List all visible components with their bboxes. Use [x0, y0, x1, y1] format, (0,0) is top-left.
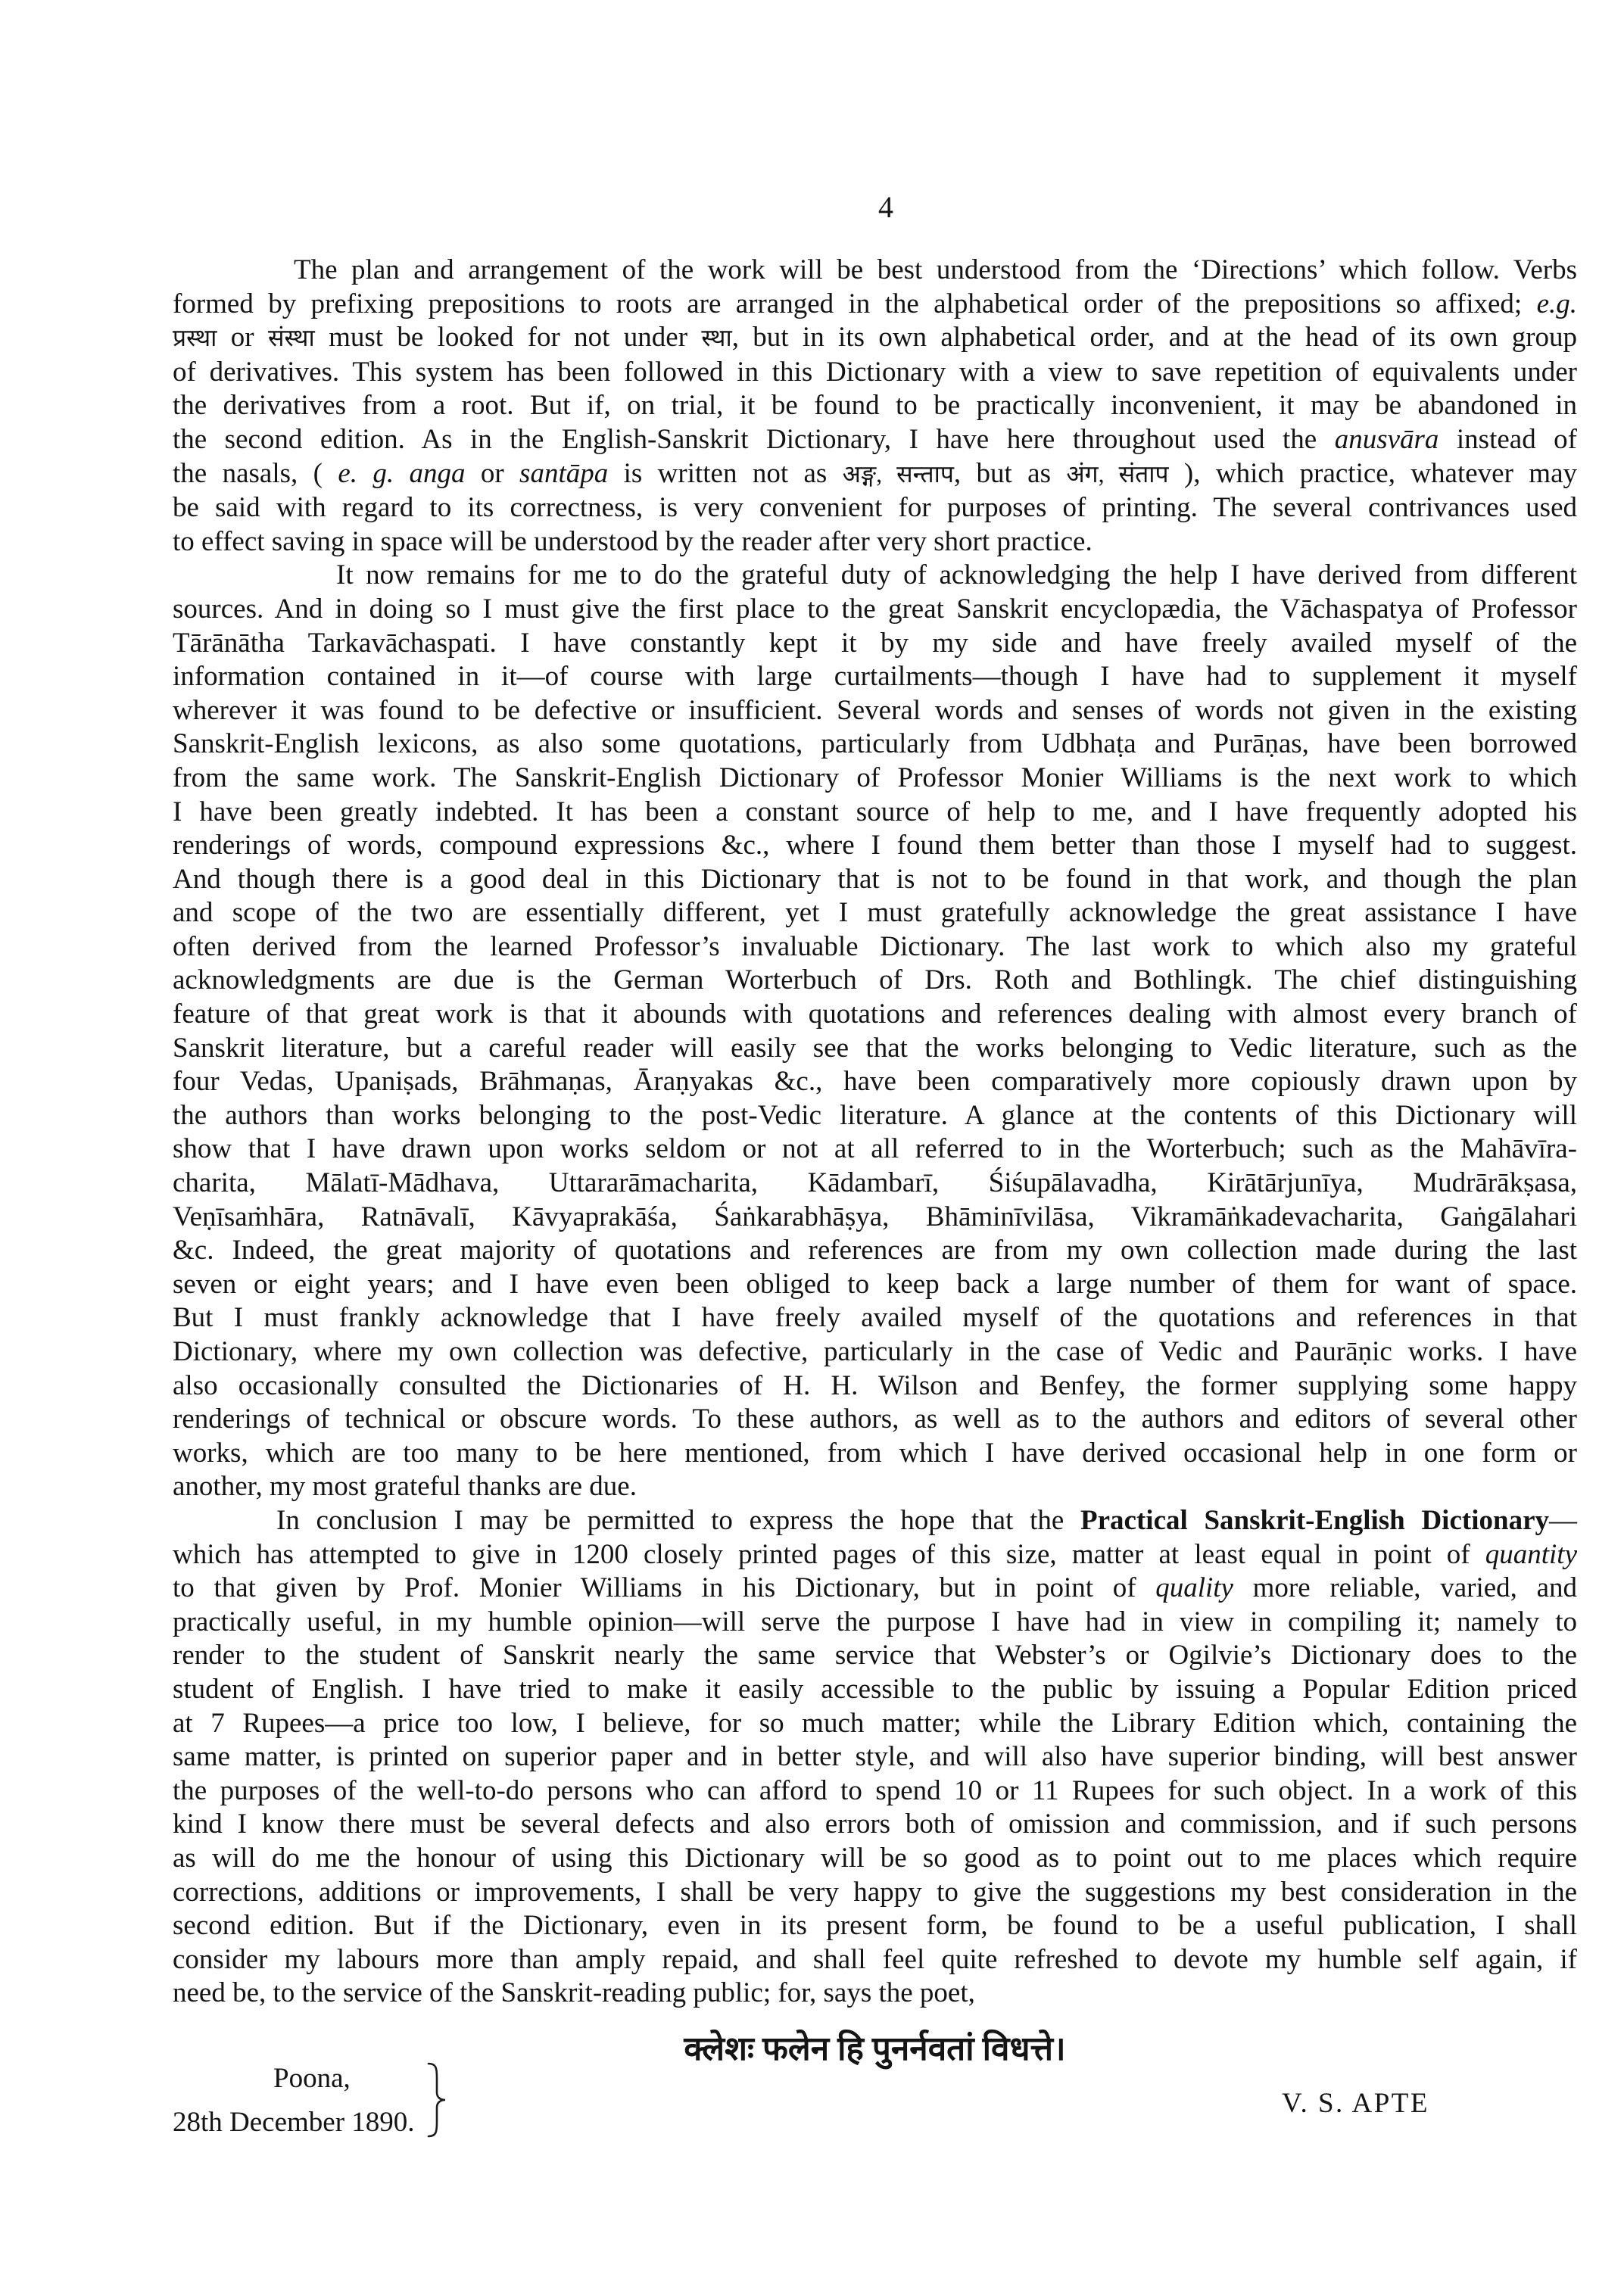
text-line	[173, 321, 1577, 356]
text-line: Tārānātha Tarkavāchaspati. I have constantly kept it by my side and have freely availed myself of the	[173, 627, 1577, 659]
text-line: to effect saving in space will be understood by the reader after very short practice.	[173, 525, 1093, 557]
text-line: second edition. But if the Dictionary, even in its present form, be found to be a useful publication, I shall	[173, 1910, 1577, 1942]
text-run: —	[1549, 1504, 1577, 1536]
text-line: information contained in it—of course with large curtailments—though I have had to supplement it myself	[173, 661, 1577, 693]
text-run: the nasals, (	[173, 457, 338, 489]
text-line	[173, 1504, 1577, 1538]
devanagari-word: प्रस्था	[173, 325, 217, 352]
text-line: kind I know there must be several defects and also errors both of omission and commission, and if such persons	[173, 1809, 1577, 1840]
text-run: or	[465, 457, 520, 489]
bold-title: Practical Sanskrit-English Dictionary	[1080, 1504, 1549, 1536]
text-line: It now remains for me to do the grateful duty of acknowledging the help I have derived from different	[336, 559, 1577, 591]
text-line: I have been greatly indebted. It has been a constant source of help to me, and I have frequently adopted his	[173, 796, 1577, 827]
paragraph-3	[173, 1504, 1577, 2011]
paragraph-1	[173, 254, 1577, 559]
devanagari-word: अङ्ग, सन्ताप	[842, 460, 954, 488]
text-line: Veṇīsaṁhāra, Ratnāvalī, Kāvyaprakāśa, Śaṅkarabhāṣya, Bhāminīvilāsa, Vikramāṅkadevacharita, Gaṅgālahari	[173, 1201, 1577, 1232]
closing-verse: क्लेशः फलेन हि पुनर्नवतां विधत्ते।	[684, 2030, 1066, 2067]
text-line: at 7 Rupees—a price too low, I believe, for so much matter; while the Library Edition which, containing the	[173, 1707, 1577, 1739]
body-text	[173, 254, 1577, 2011]
text-line: practically useful, in my humble opinion—will serve the purpose I have had in view in compiling it; namely to	[173, 1606, 1577, 1637]
text-line: Dictionary, where my own collection was defective, particularly in the case of Vedic and Paurāṇic works. I have	[173, 1336, 1577, 1367]
text-run: to that given by Prof. Monier Williams in his Dictionary, but in point of	[173, 1572, 1156, 1604]
text-line: render to the student of Sanskrit nearly the same service that Webster’s or Ogilvie’s Dictionary does to the	[173, 1640, 1577, 1671]
curly-brace	[427, 2062, 447, 2138]
text-line: The plan and arrangement of the work will be best understood from the ‘Directions’ which follow. Verbs	[294, 254, 1577, 285]
text-line: often derived from the learned Professor’s invaluable Dictionary. The last work to which also my grateful	[173, 930, 1577, 962]
text-run: , but in its own alphabetical order, and at the head of its own group	[731, 322, 1578, 354]
text-line: renderings of words, compound expressions &c., where I found them better than those I myself had to suggest.	[173, 830, 1577, 861]
signoff-place: Poona,	[273, 2063, 351, 2094]
text-line: show that I have drawn upon works seldom or not at all referred to in the Worterbuch; such as the Mahāvīra-	[173, 1133, 1577, 1165]
text-line	[173, 423, 1577, 457]
text-run: In conclusion I may be permitted to express the hope that the	[276, 1504, 1081, 1536]
text-line: wherever it was found to be defective or insufficient. Several words and senses of words not given in the existing	[173, 694, 1577, 726]
italic-term: quality	[1155, 1572, 1233, 1604]
text-line: be said with regard to its correctness, is very convenient for purposes of printing. The several contrivances used	[173, 492, 1577, 524]
italic-term: quantity	[1485, 1538, 1577, 1570]
text-run: , but as	[953, 457, 1067, 489]
text-line: and scope of the two are essentially different, yet I must gratefully acknowledge the great assistance I have	[173, 897, 1577, 929]
text-line: feature of that great work is that it abounds with quotations and references dealing with almost every branch of	[173, 999, 1577, 1030]
text-line: also occasionally consulted the Dictionaries of H. H. Wilson and Benfey, the former supplying some happy	[173, 1369, 1577, 1401]
text-line: works, which are too many to be here mentioned, from which I have derived occasional help in one form or	[173, 1437, 1577, 1469]
text-line: Sanskrit-English lexicons, as also some quotations, particularly from Udbhaṭa and Purāṇas, have been borrowed	[173, 728, 1577, 760]
text-line: And though there is a good deal in this Dictionary that is not to be found in that work, and though the plan	[173, 863, 1577, 895]
devanagari-word: संस्था	[267, 325, 315, 352]
text-line: seven or eight years; and I have even been obliged to keep back a large number of them for want of space.	[173, 1268, 1577, 1300]
text-run: instead of	[1439, 423, 1578, 455]
text-line	[173, 288, 1577, 322]
page-number: 4	[878, 190, 893, 224]
text-run: must be looked for not under	[314, 322, 702, 354]
paragraph-2	[173, 559, 1577, 1504]
devanagari-word: स्था	[701, 325, 732, 352]
text-line: consider my labours more than amply repaid, and shall feel quite refreshed to devote my humble self again, if	[173, 1943, 1577, 1975]
signoff-date: 28th December 1890.	[173, 2107, 415, 2138]
text-run: is written not as	[608, 457, 843, 489]
text-run: formed by prefixing prepositions to roots are arranged in the alphabetical order of the prepositions so affixed;	[173, 288, 1537, 319]
text-line: four Vedas, Upaniṣads, Brāhmaṇas, Āraṇyakas &c., have been comparatively more copiously drawn upon by	[173, 1066, 1577, 1098]
devanagari-word: अंग, संताप	[1066, 460, 1169, 488]
text-line: need be, to the service of the Sanskrit-reading public; for, says the poet,	[173, 1977, 975, 2009]
italic-term: santāpa	[519, 457, 609, 489]
text-run: ), which practice, whatever may	[1168, 457, 1577, 489]
text-run: more reliable, varied, and	[1233, 1572, 1577, 1604]
text-line: the derivatives from a root. But if, on trial, it be found to be practically inconvenient, it may be abandoned in	[173, 390, 1577, 422]
text-line: sources. And in doing so I must give the first place to the great Sanskrit encyclopædia, the Vāchaspatya of Professor	[173, 593, 1577, 625]
text-line	[173, 1572, 1577, 1606]
text-line: acknowledgments are due is the German Worterbuch of Drs. Roth and Bothlingk. The chief distinguishing	[173, 964, 1577, 996]
text-line: renderings of technical or obscure words. To these authors, as well as to the authors and editors of several other	[173, 1404, 1577, 1435]
text-line: from the same work. The Sanskrit-English Dictionary of Professor Monier Williams is the next work to which	[173, 762, 1577, 793]
text-line: But I must frankly acknowledge that I have freely availed myself of the quotations and references in that	[173, 1302, 1577, 1334]
author-signature: V. S. APTE	[1282, 2088, 1429, 2119]
text-run: which has attempted to give in 1200 closely printed pages of this size, matter at least equal in point of	[173, 1538, 1485, 1570]
text-line: as will do me the honour of using this Dictionary will be so good as to point out to me places which require	[173, 1842, 1577, 1874]
text-line: of derivatives. This system has been followed in this Dictionary with a view to save repetition of equivalents under	[173, 356, 1577, 388]
text-line: Sanskrit literature, but a careful reader will easily see that the works belonging to Vedic literature, such as the	[173, 1032, 1577, 1064]
italic-term: e.g.	[1536, 288, 1577, 319]
text-line: corrections, additions or improvements, I shall be very happy to give the suggestions my best consideration in the	[173, 1876, 1577, 1908]
text-line	[173, 1538, 1577, 1572]
text-run: the second edition. As in the English-Sanskrit Dictionary, I have here throughout used the	[173, 423, 1335, 455]
text-line: the purposes of the well-to-do persons who can afford to spend 10 or 11 Rupees for such object. In a work of this	[173, 1774, 1577, 1806]
text-line: student of English. I have tried to make it easily accessible to the public by issuing a Popular Edition priced	[173, 1673, 1577, 1705]
text-run: or	[217, 322, 268, 354]
text-line: same matter, is printed on superior paper and in better style, and will also have superior binding, will best answer	[173, 1741, 1577, 1773]
text-line: the authors than works belonging to the post-Vedic literature. A glance at the contents of this Dictionary will	[173, 1099, 1577, 1131]
text-line	[173, 457, 1577, 492]
text-line: another, my most grateful thanks are due.	[173, 1471, 637, 1503]
italic-term: anusvāra	[1334, 423, 1439, 455]
text-line: charita, Mālatī-Mādhava, Uttararāmacharita, Kādambarī, Śiśupālavadha, Kirātārjunīya, Mudrārākṣasa,	[173, 1167, 1577, 1199]
text-line: &c. Indeed, the great majority of quotations and references are from my own collection made during the last	[173, 1235, 1577, 1266]
italic-term: e. g. anga	[338, 457, 466, 489]
